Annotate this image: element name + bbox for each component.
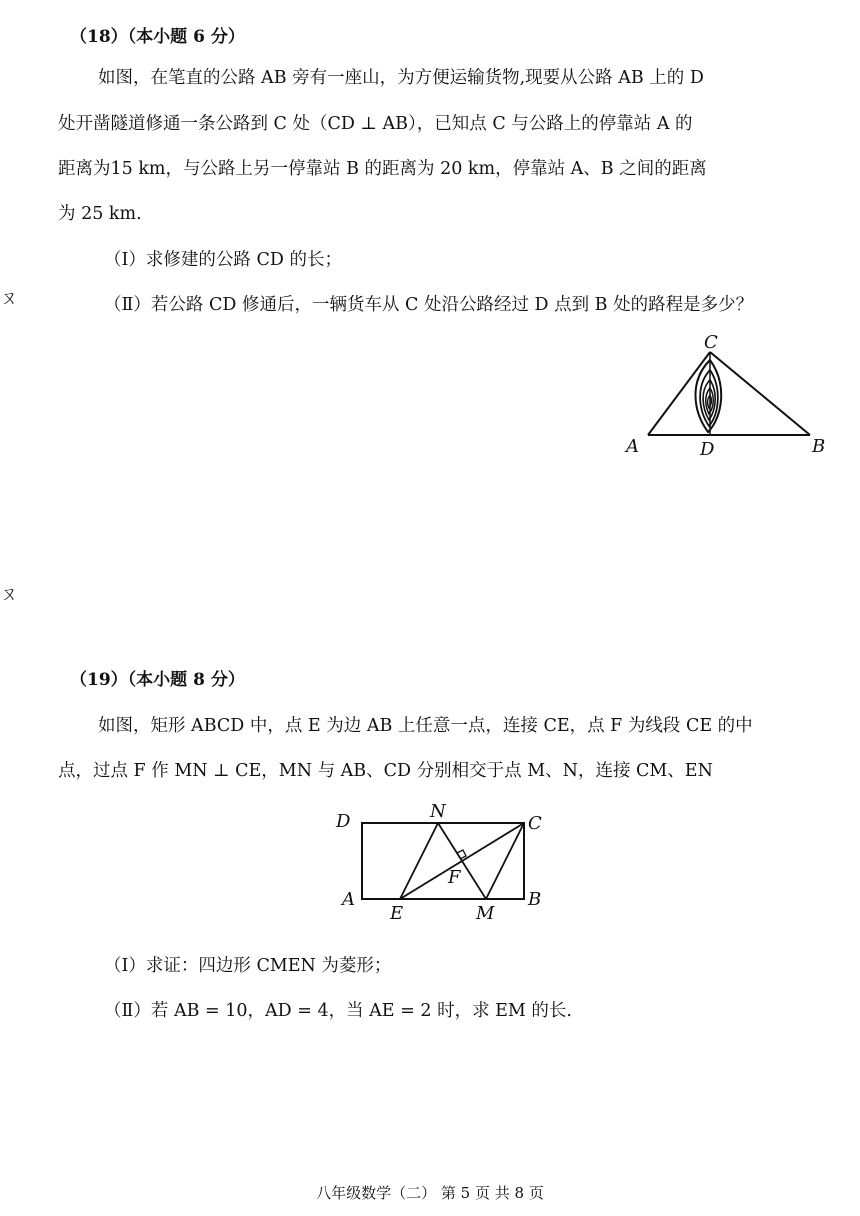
q18-line-1: 如图，在笔直的公路 AB 旁有一座山，为方便运输货物,现要从公路 AB 上的 D (98, 68, 704, 88)
page-footer: 八年级数学（二） 第 5 页 共 8 页 (316, 1184, 544, 1202)
label-m: M (476, 903, 495, 924)
q18-line-4: 为 25 km. (58, 204, 142, 224)
segment-nm (438, 823, 486, 899)
label-b: B (812, 436, 826, 457)
q19-part-1: （Ⅰ）求证：四边形 CMEN 为菱形； (104, 956, 392, 976)
q19-part-2: （Ⅱ）若 AB = 10，AD = 4，当 AE = 2 时，求 EM 的长. (104, 1001, 572, 1021)
q19-header: （19）（本小题 8 分） (70, 670, 245, 690)
margin-mark-1: ㄡ (0, 288, 18, 309)
q19-line-1: 如图，矩形 ABCD 中，点 E 为边 AB 上任意一点，连接 CE，点 F 为线段 CE 的中 (98, 716, 753, 736)
label-a: A (342, 889, 355, 910)
rectangle-abcd (362, 823, 524, 899)
label-b: B (528, 889, 542, 910)
q18-part-1: （Ⅰ）求修建的公路 CD 的长； (104, 250, 342, 270)
label-d: D (336, 811, 351, 832)
q18-header: （18）（本小题 6 分） (70, 27, 245, 47)
label-c: C (704, 332, 718, 353)
label-a: A (626, 436, 639, 457)
q18-figure (620, 330, 835, 460)
q18-line-3: 距离为15 km，与公路上另一停靠站 B 的距离为 20 km，停靠站 A、B 之间的距离 (58, 159, 707, 179)
q18-part-2: （Ⅱ）若公路 CD 修通后，一辆货车从 C 处沿公路经过 D 点到 B 处的路程是多少？ (104, 295, 754, 315)
q19-figure (330, 795, 560, 930)
q19-line-2: 点，过点 F 作 MN ⊥ CE，MN 与 AB、CD 分别相交于点 M、N，连接 CM、EN (58, 761, 713, 781)
label-c: C (528, 813, 542, 834)
label-d: D (700, 439, 715, 460)
label-n: N (430, 801, 446, 822)
mountain-icon (696, 360, 722, 432)
margin-mark-2: ㄡ (0, 584, 18, 605)
segment-cb (710, 352, 810, 435)
q18-line-2: 处开凿隧道修通一条公路到 C 处（CD ⊥ AB），已知点 C 与公路上的停靠站 A 的 (58, 114, 693, 134)
label-e: E (390, 903, 404, 924)
label-f: F (448, 867, 461, 888)
